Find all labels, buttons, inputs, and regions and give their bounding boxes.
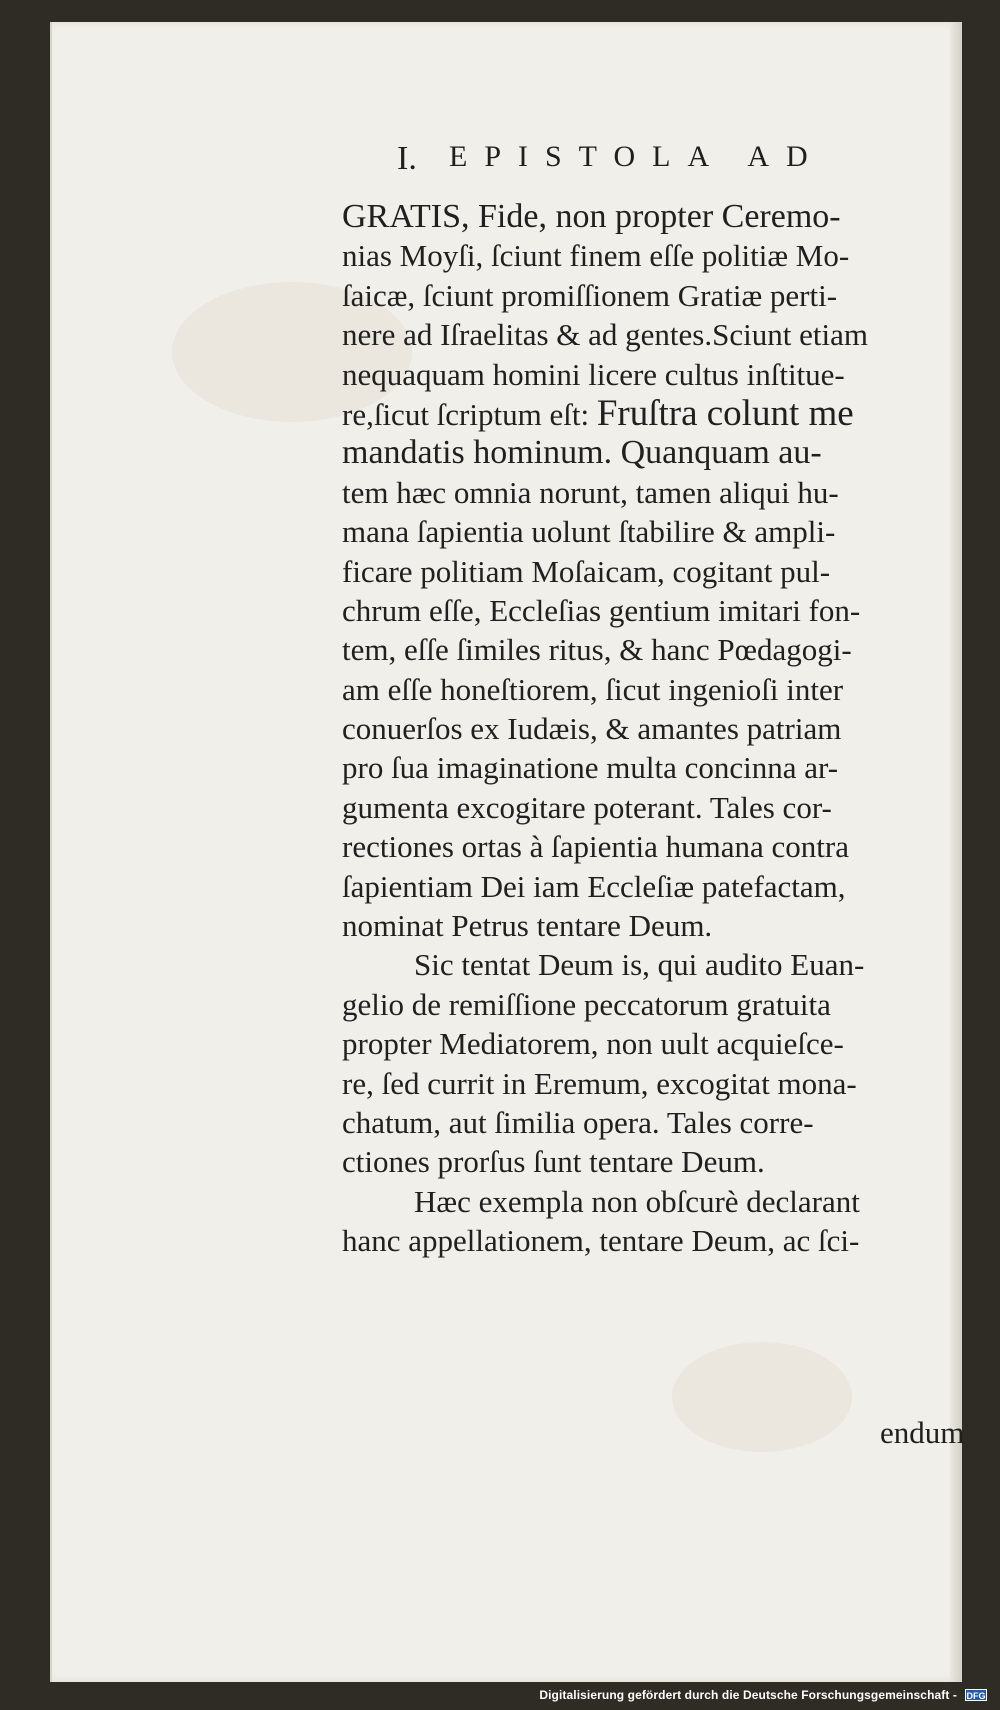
footer-credit-text: Digitalisierung gefördert durch die Deutsche Forschungsgemeinschaft - bbox=[539, 1688, 957, 1702]
text-line: re, ſed currit in Eremum, excogitat mona- bbox=[342, 1065, 857, 1101]
text-line: ſapientiam Dei iam Eccleſiæ patefactam, bbox=[342, 868, 846, 904]
text-line: nominat Petrus tentare Deum. bbox=[342, 908, 713, 944]
text-line: GRATIS, Fide, non propter Ceremo- bbox=[342, 198, 841, 235]
text-line: am eſſe honeſtiorem, ſicut ingenioſi inter bbox=[342, 671, 844, 707]
text-line: propter Mediatorem, non uult acquieſce- bbox=[342, 1026, 844, 1062]
text-line: mana ſapientia uolunt ſtabilire & ampli- bbox=[342, 514, 836, 550]
text-line: nequaquam homini licere cultus inſtitue- bbox=[342, 356, 845, 392]
catchword: endum bbox=[880, 1415, 965, 1450]
dfg-logo-icon: DFG bbox=[966, 1691, 986, 1701]
text-line: pro ſua imaginatione multa concinna ar- bbox=[342, 750, 839, 786]
book-page bbox=[50, 22, 965, 1682]
text-line: ficare politiam Moſaicam, cogitant pul- bbox=[342, 553, 831, 589]
header-roman-numeral: I. bbox=[397, 140, 417, 177]
text-line: chatum, aut ſimilia opera. Tales corre- bbox=[342, 1104, 814, 1140]
text-line: conuerſos ex Iudæis, & amantes patriam bbox=[342, 711, 842, 747]
footer-credit bbox=[539, 1686, 987, 1704]
text-line: nere ad Iſraelitas & ad gentes.Sciunt etiam bbox=[342, 317, 868, 353]
text-line: Sic tentat Deum is, qui audito Euan- bbox=[414, 947, 865, 983]
text-line bbox=[342, 394, 977, 433]
text-line: hanc appellationem, tentare Deum, ac ſci- bbox=[342, 1223, 860, 1259]
text-line: Hæc exempla non obſcurè declarant bbox=[414, 1183, 860, 1219]
paper-stain bbox=[672, 1342, 852, 1452]
body-text bbox=[342, 197, 977, 1261]
header-title: EPISTOLA AD bbox=[449, 140, 825, 173]
text-line: tem, eſſe ſimiles ritus, & hanc Pœdagogi- bbox=[342, 632, 852, 668]
text-line-emphasis: Fruſtra colunt me bbox=[596, 392, 854, 434]
text-line: mandatis hominum. Quanquam au- bbox=[342, 434, 822, 472]
text-line: chrum eſſe, Eccleſias gentium imitari fon- bbox=[342, 592, 861, 628]
text-line: rectiones ortas à ſapientia humana contra bbox=[342, 829, 849, 865]
text-line: gumenta excogitare poterant. Tales cor- bbox=[342, 789, 832, 825]
text-line: gelio de remiſſione peccatorum gratuita bbox=[342, 986, 831, 1022]
text-line: ctiones prorſus ſunt tentare Deum. bbox=[342, 1144, 765, 1180]
text-line: ſaicæ, ſciunt promiſſionem Gratiæ perti- bbox=[342, 277, 838, 313]
text-line-part: re,ſicut ſcriptum eſt: bbox=[342, 396, 597, 432]
running-header bbox=[397, 140, 917, 190]
text-line: tem hæc omnia norunt, tamen aliqui hu- bbox=[342, 474, 839, 510]
text-line: nias Moyſi, ſciunt finem eſſe politiæ Mo- bbox=[342, 238, 850, 274]
